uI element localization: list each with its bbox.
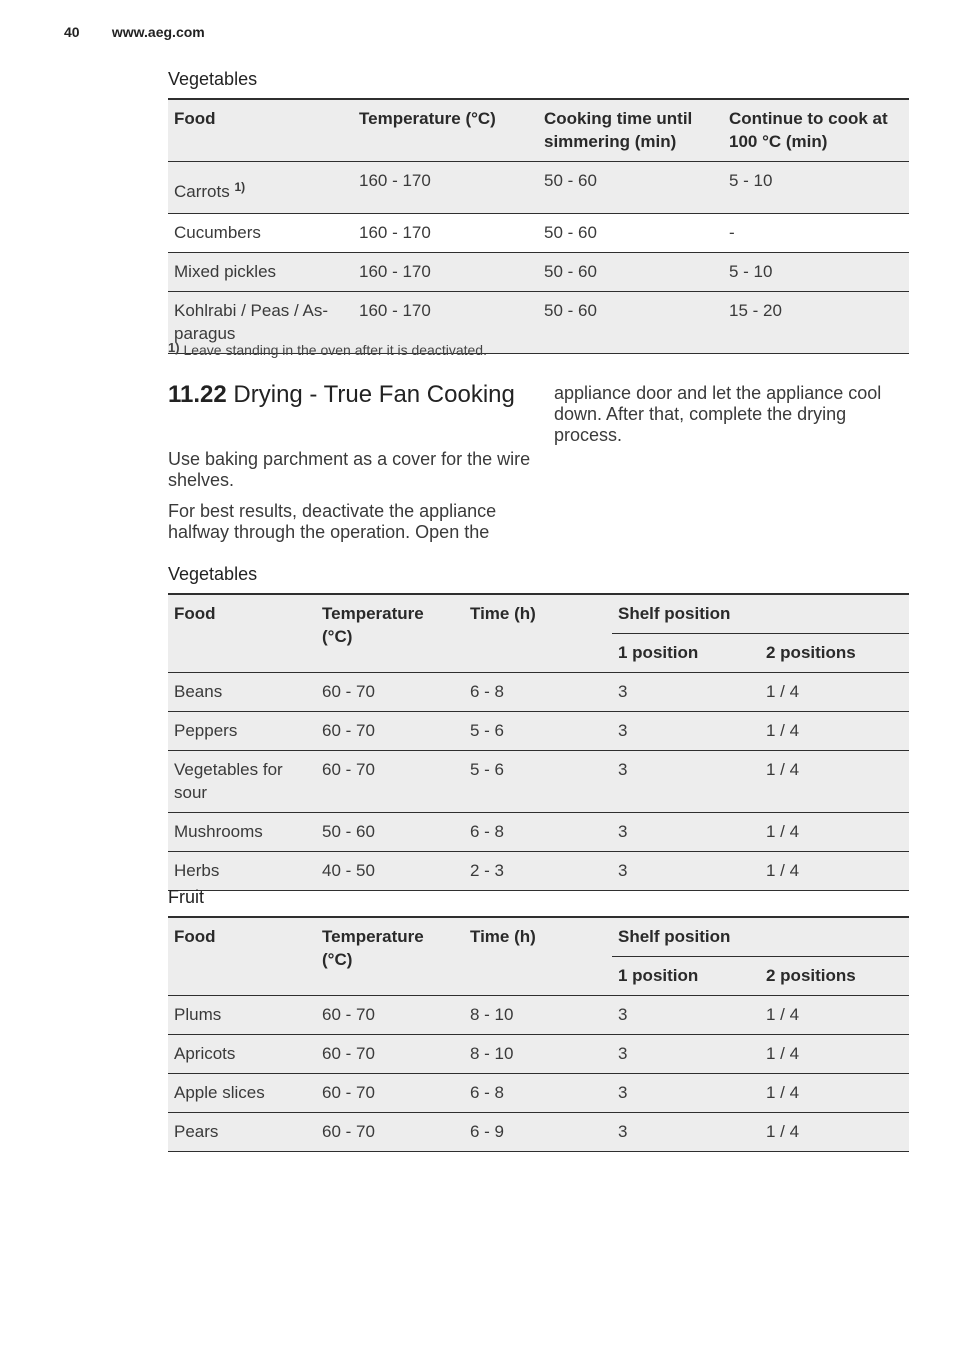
subcol-header: 2 positions: [760, 957, 909, 996]
subcol-header: 1 position: [612, 957, 760, 996]
fruit-drying-table: [168, 916, 909, 1152]
table-cell: Apricots: [168, 1035, 316, 1074]
table2-label: Vegetables: [168, 564, 258, 584]
col-header: Temperature (°C): [316, 594, 464, 673]
vegetables-cooking-table: [168, 98, 909, 354]
col-header: Cooking time until simmering (min): [538, 99, 723, 162]
table-cell: 6 - 8: [464, 813, 612, 852]
table-cell: 3: [612, 1113, 760, 1152]
table-cell: 60 - 70: [316, 712, 464, 751]
table-row: [168, 712, 909, 751]
table-row: [168, 852, 909, 891]
table-cell: 5 - 10: [723, 162, 909, 214]
table3-label: Fruit: [168, 887, 204, 907]
col-header: Continue to cook at 100 °C (min): [723, 99, 909, 162]
col-header: Food: [168, 594, 316, 673]
table-footnote: [168, 340, 487, 358]
table-cell: 50 - 60: [538, 214, 723, 253]
table-cell: 15 - 20: [723, 292, 909, 354]
table-cell: Herbs: [168, 852, 316, 891]
table-header-row: [168, 594, 909, 634]
table-cell: 3: [612, 712, 760, 751]
table-cell: 160 - 170: [353, 292, 538, 354]
table-row: [168, 813, 909, 852]
vegetables-drying-table: [168, 593, 909, 891]
table-cell: 60 - 70: [316, 1074, 464, 1113]
table-cell: 1 / 4: [760, 813, 909, 852]
table-cell: 60 - 70: [316, 1035, 464, 1074]
table-row: [168, 253, 909, 292]
table-cell: Peppers: [168, 712, 316, 751]
subcol-header: 1 position: [612, 634, 760, 673]
table-cell: 8 - 10: [464, 996, 612, 1035]
table-cell: Mixed pickles: [168, 253, 353, 292]
table-cell: 6 - 8: [464, 1074, 612, 1113]
table-cell: 60 - 70: [316, 1113, 464, 1152]
page-number: 40: [64, 24, 80, 40]
table-cell: 50 - 60: [316, 813, 464, 852]
col-header: Shelf position: [612, 917, 909, 957]
table-cell: 60 - 70: [316, 673, 464, 712]
table-cell: Cucumbers: [168, 214, 353, 253]
table-cell: 5 - 6: [464, 712, 612, 751]
section-heading: [168, 381, 528, 409]
table-row: [168, 162, 909, 214]
table-cell: 3: [612, 852, 760, 891]
footnote-ref: 1): [234, 180, 246, 194]
table-cell: 8 - 10: [464, 1035, 612, 1074]
table-cell: Pears: [168, 1113, 316, 1152]
table-cell: Carrots $^{1)}$: [168, 162, 353, 214]
table-cell: 1 / 4: [760, 1035, 909, 1074]
col-header: Food: [168, 917, 316, 996]
table-header-row: [168, 99, 909, 162]
table-cell: 3: [612, 751, 760, 813]
table1-label: Vegetables: [168, 69, 258, 89]
table-row: [168, 214, 909, 253]
table-cell: 1 / 4: [760, 1113, 909, 1152]
table-cell: 3: [612, 1074, 760, 1113]
table-cell: 160 - 170: [353, 214, 538, 253]
footnote-mark: 1): [168, 340, 180, 355]
col-header: Temperature (°C): [316, 917, 464, 996]
col-header: Time (h): [464, 594, 612, 673]
table-cell: -: [723, 214, 909, 253]
table-row: [168, 1035, 909, 1074]
table-cell: 1 / 4: [760, 751, 909, 813]
table-cell: 6 - 8: [464, 673, 612, 712]
table-cell: 50 - 60: [538, 162, 723, 214]
table-header-row: [168, 917, 909, 957]
table-cell: 3: [612, 996, 760, 1035]
subcol-header: 2 positions: [760, 634, 909, 673]
table-row: [168, 1074, 909, 1113]
table-cell: 1 / 4: [760, 673, 909, 712]
table-cell: 5 - 6: [464, 751, 612, 813]
paragraph: For best results, deactivate the appliance halfway through the operation. Open the: [168, 501, 497, 542]
table-row: [168, 751, 909, 813]
section-title: Drying - True Fan Cooking: [233, 381, 515, 408]
table-cell: 50 - 60: [538, 292, 723, 354]
table-cell: 3: [612, 673, 760, 712]
table-cell: Kohlrabi / Peas / As-paragus: [168, 292, 353, 354]
table-cell: 50 - 60: [538, 253, 723, 292]
table-cell: 5 - 10: [723, 253, 909, 292]
table-cell: 40 - 50: [316, 852, 464, 891]
table-cell: 60 - 70: [316, 751, 464, 813]
table-cell: Mushrooms: [168, 813, 316, 852]
paragraph: appliance door and let the appliance cool down. After that, complete the drying process.: [554, 383, 882, 445]
table-cell: 2 - 3: [464, 852, 612, 891]
table-row: [168, 673, 909, 712]
table-cell: Vegetables for sour: [168, 751, 316, 813]
table-cell: Beans: [168, 673, 316, 712]
table-cell: Plums: [168, 996, 316, 1035]
col-header: Temperature (°C): [353, 99, 538, 162]
site-url: www.aeg.com: [111, 24, 205, 40]
table-cell: 1 / 4: [760, 852, 909, 891]
footnote-text: Leave standing in the oven after it is deactivated.: [183, 342, 487, 358]
page-header: [64, 24, 205, 40]
table-cell: 1 / 4: [760, 712, 909, 751]
table-cell: 60 - 70: [316, 996, 464, 1035]
table-cell: Apple slices: [168, 1074, 316, 1113]
paragraph: Use baking parchment as a cover for the wire shelves.: [168, 449, 531, 490]
table-row: [168, 1113, 909, 1152]
table-row: [168, 996, 909, 1035]
table-cell: 6 - 9: [464, 1113, 612, 1152]
table-cell: 1 / 4: [760, 996, 909, 1035]
table-cell: 160 - 170: [353, 162, 538, 214]
section-number: 11.22: [168, 381, 227, 408]
col-header: Time (h): [464, 917, 612, 996]
table-cell: 1 / 4: [760, 1074, 909, 1113]
table-cell: 3: [612, 1035, 760, 1074]
table-cell: 160 - 170: [353, 253, 538, 292]
col-header: Food: [168, 99, 353, 162]
table-cell: 3: [612, 813, 760, 852]
col-header: Shelf position: [612, 594, 909, 634]
